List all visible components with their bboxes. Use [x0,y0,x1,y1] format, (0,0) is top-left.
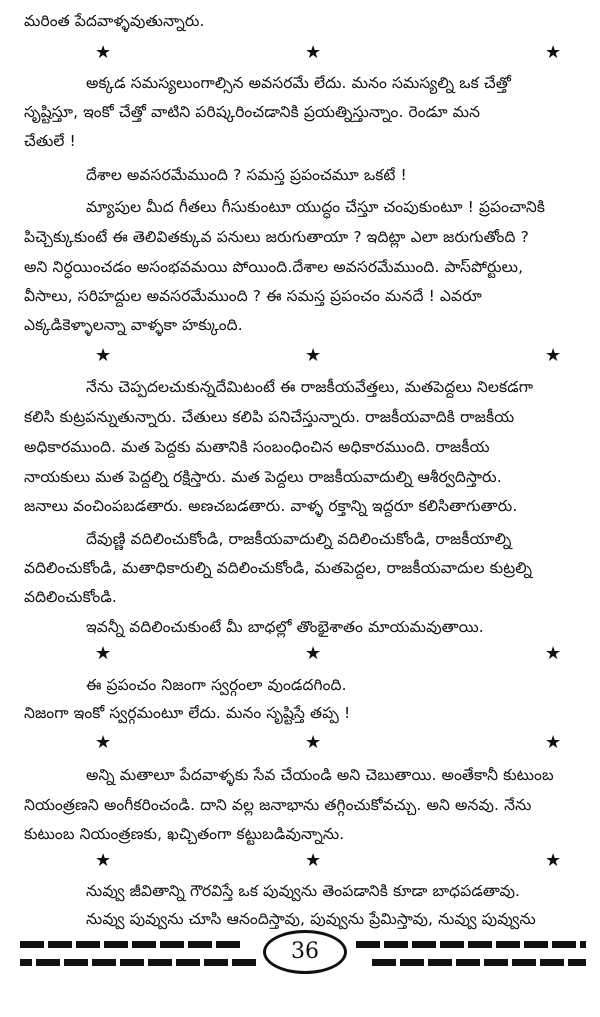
text-line: నాయకులు మత పెద్దల్ని రక్షిస్తారు. మత పెద్దలు రాజకీయవాదుల్ని ఆశీర్వదిస్తారు. [24,468,502,486]
text-line: నువ్వు పువ్వును చూసి ఆనందిస్తావు, పువ్వును ప్రేమిస్తావు, నువ్వు పువ్వును [86,910,536,928]
footer-dash [456,959,480,966]
text-line: వదిలించుకోండి. [24,588,117,606]
footer-dash [468,941,492,948]
text-line: అన్ని మతాలూ పేదవాళ్ళకు సేవ చేయండి అని చెబుతాయి. అంతేకానీ కుటుంబ [86,766,554,784]
text-line: కుటుంబ నియంత్రణకు, ఖచ్చితంగా కట్టుబడివున్నాను. [24,825,345,843]
footer-dash [540,959,564,966]
footer-dash [148,959,172,966]
footer-dash [36,959,60,966]
text-line: నేను చెప్పదలచుకున్నదేమిటంటే ఈ రాజకీయవేత్తలు, మతపెద్దలు నిలకడగా [86,378,534,396]
star-icon: ★ [545,643,562,664]
footer-dash [400,959,424,966]
star-icon: ★ [545,345,562,366]
text-line: జనాలు వంచింపబడతారు. అణచబడతారు. వాళ్ళ రక్తాన్ని ఇద్దరూ కలిసితాగుతారు. [24,497,518,515]
footer-dash [372,959,396,966]
star-icon: ★ [545,732,562,753]
text-line: మరింత పేదవాళ్ళవుతున్నారు. [24,12,205,30]
footer-dash [204,959,228,966]
star-icon: ★ [305,345,322,366]
footer-dash [512,959,536,966]
footer-dash [132,941,156,948]
footer-dash [176,959,200,966]
text-line: ఎక్కడికెళ్ళాలన్నా వాళ్ళకా హక్కుంది. [24,316,243,334]
section-divider [0,732,600,756]
section-divider [0,345,600,369]
footer-dash [20,959,32,966]
text-line: కలిసి కుట్రపన్నుతున్నారు. చేతులు కలిపి పనిచేస్తున్నారు. రాజకీయవాదికి రాజకీయ [24,408,515,426]
star-icon: ★ [305,732,322,753]
text-line: మ్యాపుల మీద గీతలు గీసుకుంటూ యుద్ధం చేస్తూ చంపుకుంటూ ! ప్రపంచానికి [86,198,546,216]
text-line: ఇవన్నీ వదిలించుకుంటే మీ బాధల్లో తొంభైశాతం మాయమవుతాయి. [86,618,484,636]
star-icon: ★ [95,850,112,871]
text-line: వదిలించుకోండి, మతాధికారుల్ని వదిలించుకోండి, మతపెద్దల, రాజకీయవాదుల కుట్రల్ని [24,559,533,577]
star-icon: ★ [305,643,322,664]
footer-dash [120,959,144,966]
star-icon: ★ [95,643,112,664]
text-line: నిజంగా ఇంకో స్వర్గమంటూ లేదు. మనం సృష్టిస్తే తప్ప ! [24,704,351,722]
footer-dash [440,941,464,948]
section-divider [0,850,600,874]
star-icon: ★ [305,42,322,63]
text-line: చేతులే ! [24,132,76,150]
star-icon: ★ [95,345,112,366]
text-line: సృష్టిస్తూ, ఇంకో చేత్తో వాటిని పరిష్కరించడానికి ప్రయత్నిస్తున్నాం. రెండూ మన [24,103,481,121]
footer-dash [428,959,452,966]
star-icon: ★ [95,42,112,63]
text-line: పిచ్చెక్కుకుంటే ఈ తెలివితక్కువ పనులు జరుగుతాయా ? ఇదిట్లా ఎలా జరుగుతోంది ? [24,228,529,246]
footer-dash [412,941,436,948]
footer-dash [524,941,548,948]
footer-dash [48,941,72,948]
star-icon: ★ [545,850,562,871]
footer-dash [484,959,508,966]
footer-dash [64,959,88,966]
footer-dash [552,941,576,948]
text-line: అధికారముంది. మత పెద్దకు మతానికి సంబంధించిన అధికారముంది. రాజకీయ [24,438,490,456]
text-line: దేశాల అవసరమేముంది ? సమస్త ప్రపంచమూ ఒకటే ! [86,166,407,184]
footer-dash [20,941,44,948]
page-number: 36 [263,930,347,974]
star-icon: ★ [95,732,112,753]
footer-dash [568,959,586,966]
text-line: ఈ ప్రపంచం నిజంగా స్వర్గంలా వుండదగింది. [86,676,347,694]
text-line: దేవుణ్ణి వదిలించుకోండి, రాజకీయవాదుల్ని వదిలించుకోండి, రాజకీయాల్ని [86,530,512,548]
page-footer [20,930,586,978]
section-divider [0,42,600,66]
footer-dash [356,941,380,948]
text-line: అక్కడ సమస్యలుంగాల్సిన అవసరమే లేదు. మనం సమస్యల్ని ఒక చేత్తో [86,74,511,92]
text-line: వీసాలు, సరిహద్దుల అవసరమేముంది ? ఈ సమస్త ప్రపంచం మనదే ! ఎవరూ [24,287,482,305]
text-line: నువ్వు జీవితాన్ని గౌరవిస్తే ఒక పువ్వును తెంపడానికి కూడా బాధపడతావు. [86,882,521,900]
section-divider [0,643,600,667]
footer-dash [580,941,586,948]
footer-dash [216,941,240,948]
footer-dash [188,941,212,948]
star-icon: ★ [545,42,562,63]
text-line: నియంత్రణని అంగీకరించండి. దాని వల్ల జనాభాను తగ్గించుకోవచ్చు. అని అనవు. నేను [24,796,532,814]
footer-dash [76,941,100,948]
footer-dash [384,941,408,948]
star-icon: ★ [305,850,322,871]
footer-dash [104,941,128,948]
footer-dash [496,941,520,948]
footer-dash [160,941,184,948]
footer-dash [232,959,256,966]
text-line: అని నిర్ధయించడం అసంభవమయి పోయింది.దేశాల అవసరమేముంది. పాస్‌పోర్టులు, [24,258,524,276]
footer-dash [92,959,116,966]
